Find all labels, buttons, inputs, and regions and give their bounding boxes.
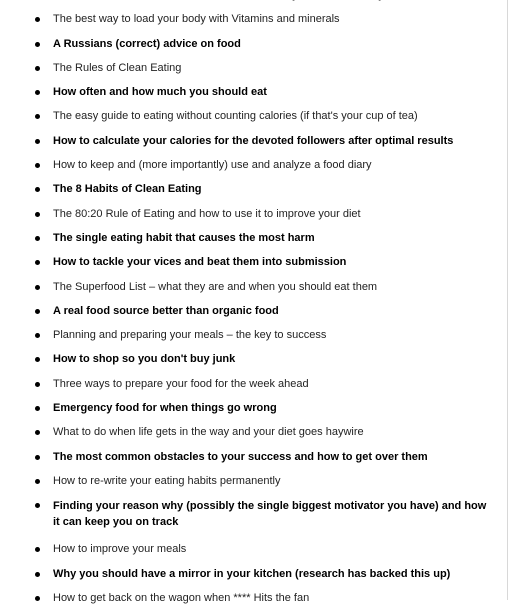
bullet-icon [35, 17, 40, 22]
bullet-icon [35, 406, 40, 411]
bullet-icon [35, 596, 40, 601]
list-item-text: The best way to load your body with Vitamins and minerals [53, 13, 340, 26]
list-item [0, 85, 508, 99]
list-item-text: How to shop so you don't buy junk [53, 353, 236, 366]
list-item [0, 37, 508, 51]
list-item-text: A Russians (correct) advice on food [53, 37, 241, 50]
list-item-text: How to re-write your eating habits permanently [53, 474, 281, 487]
bullet-icon [35, 309, 40, 314]
list-item-text: The single eating habit that causes the most harm [53, 231, 315, 244]
bullet-icon [35, 503, 40, 508]
list-item-text: Why you should have a mirror in your kitchen (research has backed this up) [53, 567, 451, 580]
list-item [0, 0, 508, 2]
list-item [0, 231, 508, 245]
list-item-text: The 80:20 Rule of Eating and how to use it to improve your diet [53, 207, 361, 220]
list-item [0, 425, 508, 439]
list-item [0, 591, 508, 605]
list-item [0, 498, 508, 530]
list-item [0, 280, 508, 294]
list-item [0, 450, 508, 464]
bullet-icon [35, 357, 40, 362]
bullet-icon [35, 212, 40, 217]
list-item-text: How to calculate your calories for the devoted followers after optimal results [53, 134, 454, 147]
list-item [0, 567, 508, 581]
bullet-icon [35, 163, 40, 168]
list-item-text: Planning and preparing your meals – the key to success [53, 329, 327, 342]
bullet-icon [35, 66, 40, 71]
bullet-icon [35, 479, 40, 484]
list-item-text: What to do when life gets in the way and your diet goes haywire [53, 426, 364, 439]
list-item [0, 377, 508, 391]
bullet-icon [35, 455, 40, 460]
list-item [0, 109, 508, 123]
list-item [0, 12, 508, 26]
list-item-text: The easy guide to eating without counting calories (if that's your cup of tea) [53, 110, 418, 123]
list-item-text: How to get back on the wagon when **** Hits the fan [53, 591, 310, 604]
list-item [0, 158, 508, 172]
bullet-icon [35, 333, 40, 338]
bullet-icon [35, 430, 40, 435]
list-item [0, 542, 508, 556]
bullet-icon [35, 114, 40, 119]
list-item-text: How to tackle your vices and beat them into submission [53, 256, 347, 269]
list-item [0, 474, 508, 488]
list-item-text: A real food source better than organic food [53, 304, 279, 317]
list-item-text: Emergency food for when things go wrong [53, 402, 277, 415]
list-item-text: The most common obstacles to your success and how to get over them [53, 450, 428, 463]
list-item-text [53, 0, 490, 2]
list-item-text: How often and how much you should eat [53, 86, 267, 99]
bullet-icon [35, 187, 40, 192]
bullet-icon [35, 139, 40, 144]
bullet-icon [35, 572, 40, 577]
bullet-icon [35, 547, 40, 552]
bullet-icon [35, 42, 40, 47]
list-item [0, 61, 508, 75]
list-item [0, 255, 508, 269]
list-item-text: How to keep and (more importantly) use and analyze a food diary [53, 159, 372, 172]
list-item-text: The 8 Habits of Clean Eating [53, 183, 202, 196]
list-item [0, 328, 508, 342]
bullet-icon [35, 260, 40, 265]
list-item [0, 207, 508, 221]
list-item-text: The Rules of Clean Eating [53, 61, 182, 74]
bullet-icon [35, 90, 40, 95]
list-item [0, 352, 508, 366]
list-item-text: Finding your reason why (possibly the single biggest motivator you have) and how it can keep you on track [53, 500, 487, 529]
list-item [0, 304, 508, 318]
list-item-text: How to improve your meals [53, 543, 187, 556]
bullet-icon [35, 285, 40, 290]
bullet-icon [35, 382, 40, 387]
list-item-text: The Superfood List – what they are and when you should eat them [53, 280, 378, 293]
bullet-icon [35, 236, 40, 241]
list-item-text: Three ways to prepare your food for the week ahead [53, 377, 309, 390]
list-item [0, 134, 508, 148]
list-item [0, 182, 508, 196]
list-item [0, 401, 508, 415]
